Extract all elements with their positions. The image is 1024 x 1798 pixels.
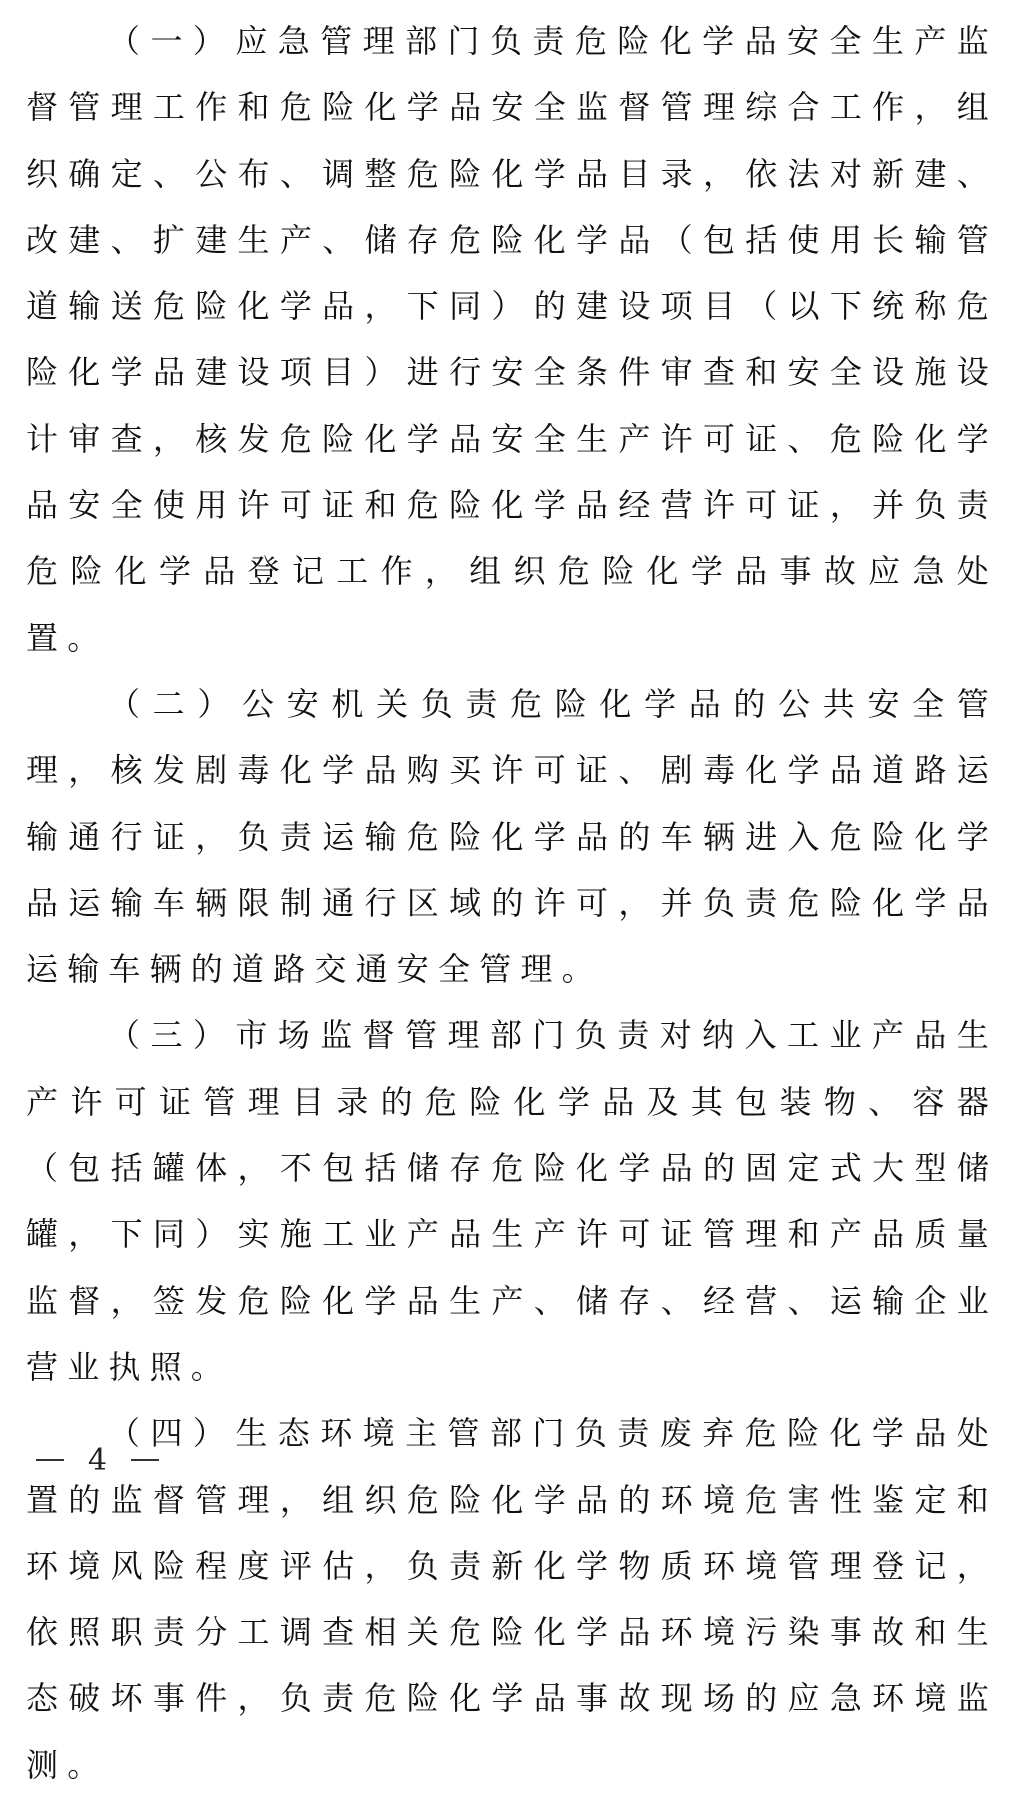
paragraph-emergency-management: （一）应急管理部门负责危险化学品安全生产监督管理工作和危险化学品安全监督管理综合工作，组织确定、公布、调整危险化学品目录，依法对新建、改建、扩建生产、储存危险化学品（包括使用长输管道输送危险化学品，下同）的建设项目（以下统称危险化学品建设项目）进行安全条件审查和安全设施设计审查，核发危险化学品安全生产许可证、危险化学品安全使用许可证和危险化学品经营许可证，并负责危险化学品登记工作，组织危险化学品事故应急处置。 xyxy=(26,22,998,657)
page-number: 4 xyxy=(88,1442,108,1478)
paragraph-ecological-environment: （四）生态环境主管部门负责废弃危险化学品处置的监督管理，组织危险化学品的环境危害性鉴定和环境风险程度评估，负责新化学物质环境管理登记，依照职责分工调查相关危险化学品环境污染事故和生态破坏事件，负责危险化学品事故现场的应急环境监测。 xyxy=(26,1414,998,1784)
footer-dash-left xyxy=(36,1459,64,1461)
document-body xyxy=(26,8,998,1798)
footer-dash-right xyxy=(131,1459,159,1461)
paragraph-market-supervision: （三）市场监督管理部门负责对纳入工业产品生产许可证管理目录的危险化学品及其包装物、容器（包括罐体，不包括储存危险化学品的固定式大型储罐，下同）实施工业产品生产许可证管理和产品质量监督，签发危险化学品生产、储存、经营、运输企业营业执照。 xyxy=(26,1016,998,1386)
paragraph-public-security: （二）公安机关负责危险化学品的公共安全管理，核发剧毒化学品购买许可证、剧毒化学品道路运输通行证，负责运输危险化学品的车辆进入危险化学品运输车辆限制通行区域的许可，并负责危险化学品运输车辆的道路交通安全管理。 xyxy=(26,684,998,989)
page-footer xyxy=(36,1440,159,1480)
